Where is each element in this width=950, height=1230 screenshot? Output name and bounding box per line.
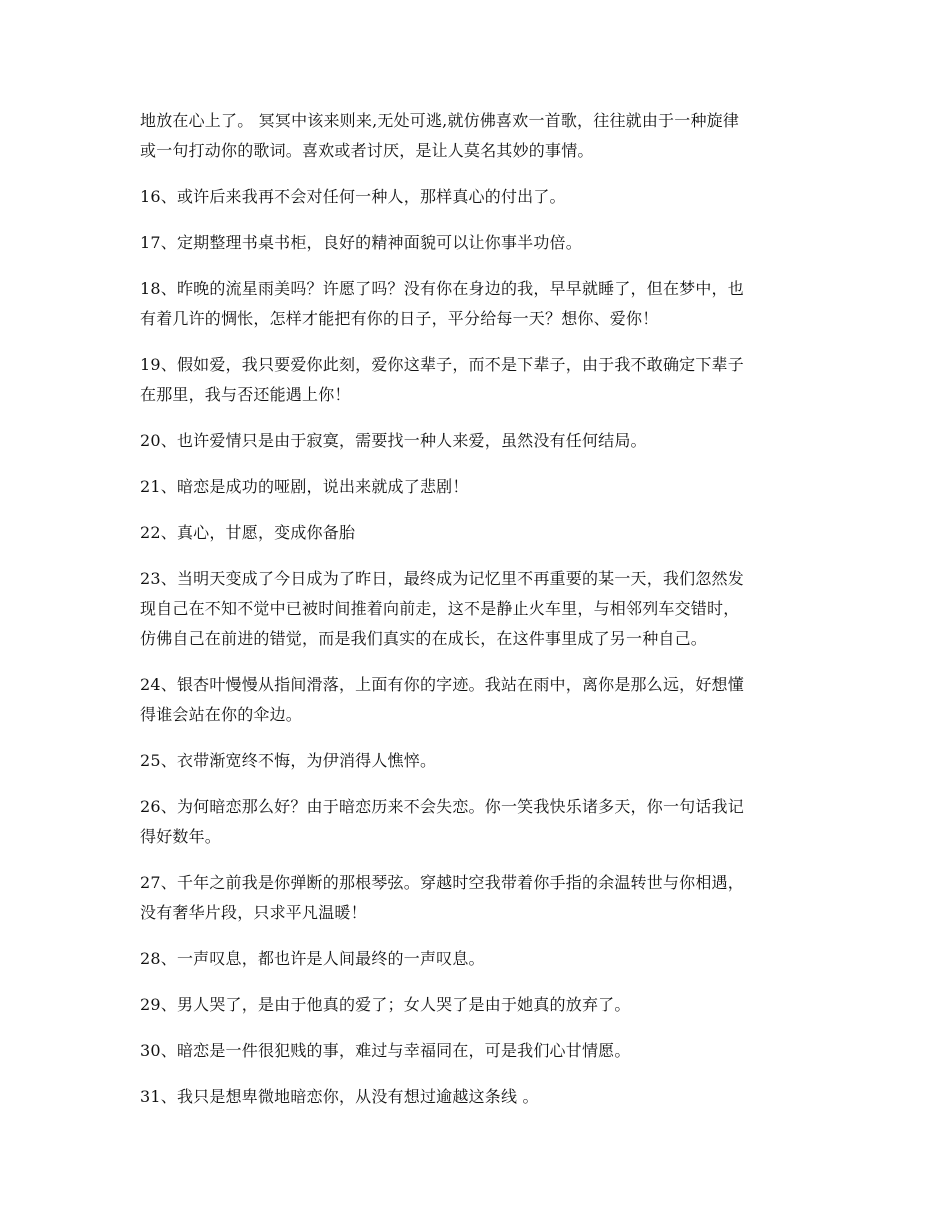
text-line: 25、衣带渐宽终不悔，为伊消得人憔悴。 <box>140 751 437 770</box>
paragraph <box>140 182 812 212</box>
text-line: 20、也许爱情只是由于寂寞，需要找一种人来爱，虽然没有任何结局。 <box>140 431 647 450</box>
paragraph <box>140 792 812 852</box>
text-line: 有着几许的惆怅，怎样才能把有你的日子，平分给每一天？想你、爱你！ <box>140 309 659 328</box>
text-line: 没有奢华片段，只求平凡温暖！ <box>140 903 367 922</box>
text-line: 地放在心上了。 冥冥中该来则来,无处可逃,就仿佛喜欢一首歌，往往就由于一种旋律 <box>140 111 740 130</box>
text-line: 在那里，我与否还能遇上你！ <box>140 385 351 404</box>
text-line: 23、当明天变成了今日成为了昨日，最终成为记忆里不再重要的某一天，我们忽然发 <box>140 569 744 588</box>
text-line: 现自己在不知不觉中已被时间推着向前走，这不是静止火车里，与相邻列车交错时， <box>140 599 740 618</box>
paragraph <box>140 564 812 654</box>
document-body <box>140 106 812 1128</box>
text-line: 或一句打动你的歌词。喜欢或者讨厌，是让人莫名其妙的事情。 <box>140 141 594 160</box>
text-line: 17、定期整理书桌书柜，良好的精神面貌可以让你事半功倍。 <box>140 233 582 252</box>
paragraph <box>140 1082 812 1112</box>
text-line: 18、昨晚的流星雨美吗？许愿了吗？没有你在身边的我，早早就睡了，但在梦中，也 <box>140 279 744 298</box>
text-line: 24、银杏叶慢慢从指间滑落，上面有你的字迹。我站在雨中，离你是那么远，好想懂 <box>140 675 744 694</box>
paragraph <box>140 274 812 334</box>
text-line: 29、男人哭了，是由于他真的爱了；女人哭了是由于她真的放弃了。 <box>140 995 631 1014</box>
text-line: 仿佛自己在前进的错觉，而是我们真实的在成长，在这件事里成了另一种自己。 <box>140 629 708 648</box>
paragraph <box>140 868 812 928</box>
paragraph <box>140 350 812 410</box>
paragraph <box>140 670 812 730</box>
paragraph <box>140 472 812 502</box>
paragraph <box>140 1036 812 1066</box>
text-line: 16、或许后来我再不会对任何一种人，那样真心的付出了。 <box>140 187 566 206</box>
text-line: 22、真心，甘愿，变成你备胎 <box>140 523 356 542</box>
paragraph <box>140 944 812 974</box>
text-line: 27、千年之前我是你弹断的那根琴弦。穿越时空我带着你手指的余温转世与你相遇， <box>140 873 744 892</box>
paragraph <box>140 746 812 776</box>
paragraph <box>140 426 812 456</box>
text-line: 得谁会站在你的伞边。 <box>140 705 303 724</box>
text-line: 得好数年。 <box>140 827 222 846</box>
text-line: 30、暗恋是一件很犯贱的事，难过与幸福同在，可是我们心甘情愿。 <box>140 1041 631 1060</box>
paragraph <box>140 518 812 548</box>
text-line: 31、我只是想卑微地暗恋你，从没有想过逾越这条线 。 <box>140 1087 539 1106</box>
paragraph <box>140 990 812 1020</box>
text-line: 26、为何暗恋那么好？由于暗恋历来不会失恋。你一笑我快乐诸多天，你一句话我记 <box>140 797 744 816</box>
paragraph <box>140 228 812 258</box>
text-line: 19、假如爱，我只要爱你此刻，爱你这辈子，而不是下辈子，由于我不敢确定下辈子 <box>140 355 744 374</box>
text-line: 28、一声叹息，都也许是人间最终的一声叹息。 <box>140 949 485 968</box>
paragraph <box>140 106 812 166</box>
text-line: 21、暗恋是成功的哑剧，说出来就成了悲剧！ <box>140 477 469 496</box>
